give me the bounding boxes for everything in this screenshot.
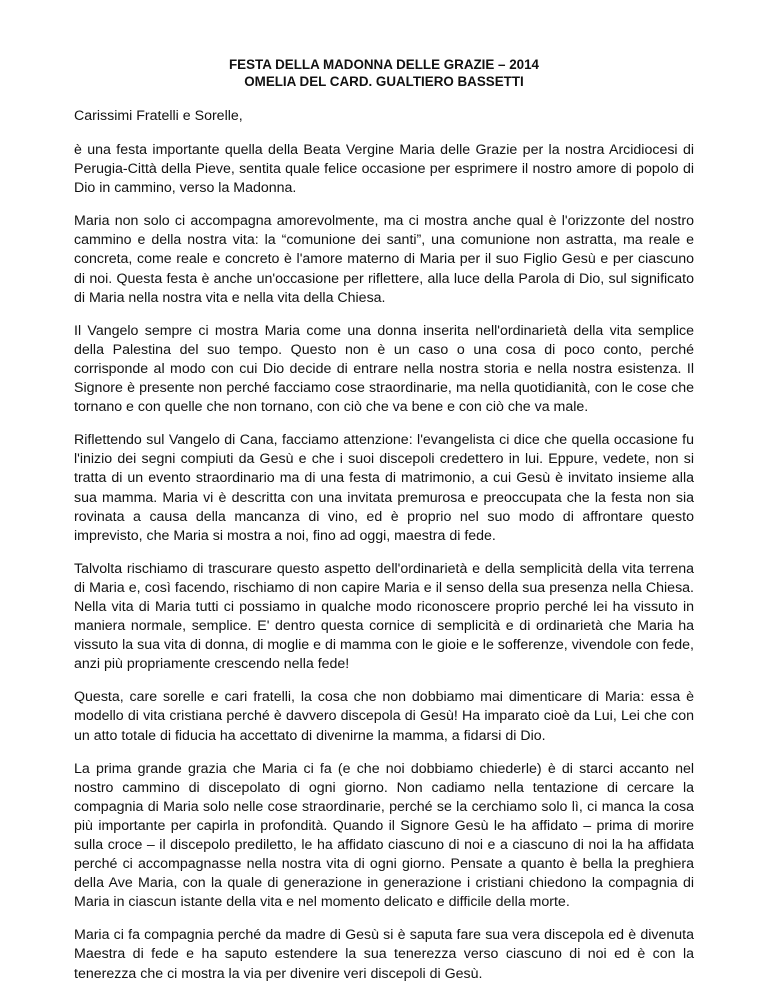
- document-title: [74, 56, 694, 90]
- paragraph-5: Talvolta rischiamo di trascurare questo aspetto dell'ordinarietà e della semplicità della vita terrena di Maria e, così facendo, rischiamo di non capire Maria e il senso della sua presenza nella Chiesa. Nella vita di Maria tutti ci possiamo in qualche modo riconoscere proprio perché lei ha vissuto in maniera normale, semplice. E' dentro questa cornice di semplicità e di ordinarietà che Maria ha vissuto la sua vita di donna, di moglie e di mamma con le gioie e le sofferenze, vivendole con fede, anzi più propriamente crescendo nella fede!: [74, 560, 694, 673]
- paragraph-6: Questa, care sorelle e cari fratelli, la cosa che non dobbiamo mai dimenticare di Maria: essa è modello di vita cristiana perché è davvero discepola di Gesù! Ha imparato cioè da Lui, Lei che con un atto totale di fiducia ha accettato di divenirne la mamma, a fidarsi di Dio.: [74, 689, 694, 744]
- paragraph-8: Maria ci fa compagnia perché da madre di Gesù si è saputa fare sua vera discepola ed è divenuta Maestra di fede e ha saputo estendere la sua tenerezza verso ciascuno di noi ed è con la tenerezza che ci mostra la via per divenire veri discepoli di Gesù.: [74, 927, 694, 982]
- paragraph-3: Il Vangelo sempre ci mostra Maria come una donna inserita nell'ordinarietà della vita semplice della Palestina del suo tempo. Questo non è un caso o una cosa di poco conto, perché corrisponde al modo con cui Dio decide di entrare nella nostra storia e nella nostra esistenza. Il Signore è presente non perché facciamo cose straordinarie, ma nella quotidianità, con le cose che tornano e con quelle che non tornano, con ciò che va bene e con ciò che va male.: [74, 322, 694, 416]
- paragraph-1: è una festa importante quella della Beata Vergine Maria delle Grazie per la nostra Arcidiocesi di Perugia-Città della Pieve, sentita quale felice occasione per esprimere il nostro amore di popolo di Dio in cammino, verso la Madonna.: [74, 142, 694, 197]
- paragraph-2: Maria non solo ci accompagna amorevolmente, ma ci mostra anche qual è l'orizzonte del nostro cammino e della nostra vita: la “comunione dei santi”, una comunione non astratta, ma reale e concreta, come reale e concreto è l'amore materno di Maria per il suo Figlio Gesù e per ciascuno di noi. Questa festa è anche un'occasione per riflettere, alla luce della Parola di Dio, sul significato di Maria nella nostra vita e nella vita della Chiesa.: [74, 213, 694, 306]
- salutation: Carissimi Fratelli e Sorelle,: [74, 108, 243, 124]
- document-page: [74, 56, 694, 984]
- title-line-2: OMELIA DEL CARD. GUALTIERO BASSETTI: [244, 74, 524, 89]
- title-line-1: FESTA DELLA MADONNA DELLE GRAZIE – 2014: [229, 57, 539, 72]
- paragraph-4: Riflettendo sul Vangelo di Cana, facciamo attenzione: l'evangelista ci dice che quella occasione fu l'inizio dei segni compiuti da Gesù e che i suoi discepoli credettero in lui. Eppure, vedete, non si tratta di un evento straordinario ma di una festa di matrimonio, a cui Gesù è invitato insieme alla sua mamma. Maria vi è descritta con una invitata premurosa e preoccupata che la festa non sia rovinata a causa della mancanza di vino, ed è proprio nel suo modo di affrontare questo imprevisto, che Maria si mostra a noi, fino ad oggi, maestra di fede.: [74, 432, 694, 544]
- paragraph-7: La prima grande grazia che Maria ci fa (e che noi dobbiamo chiederle) è di starci accanto nel nostro cammino di discepolato di ogni giorno. Non cadiamo nella tentazione di cercare la compagnia di Maria solo nelle cose straordinarie, perché se la cerchiamo solo lì, ci manca la cosa più importante per capirla in profondità. Quando il Signore Gesù le ha affidato – prima di morire sulla croce – il discepolo prediletto, le ha affidato ciascuno di noi e a ciascuno di noi la ha affidata perché ci accompagnasse nella nostra vita di ogni giorno. Pensate a quanto è bella la preghiera della Ave Maria, con la quale di generazione in generazione i cristiani chiedono la compagnia di Maria in ciascun istante della vita e nel momento delicato e difficile della morte.: [74, 760, 694, 911]
